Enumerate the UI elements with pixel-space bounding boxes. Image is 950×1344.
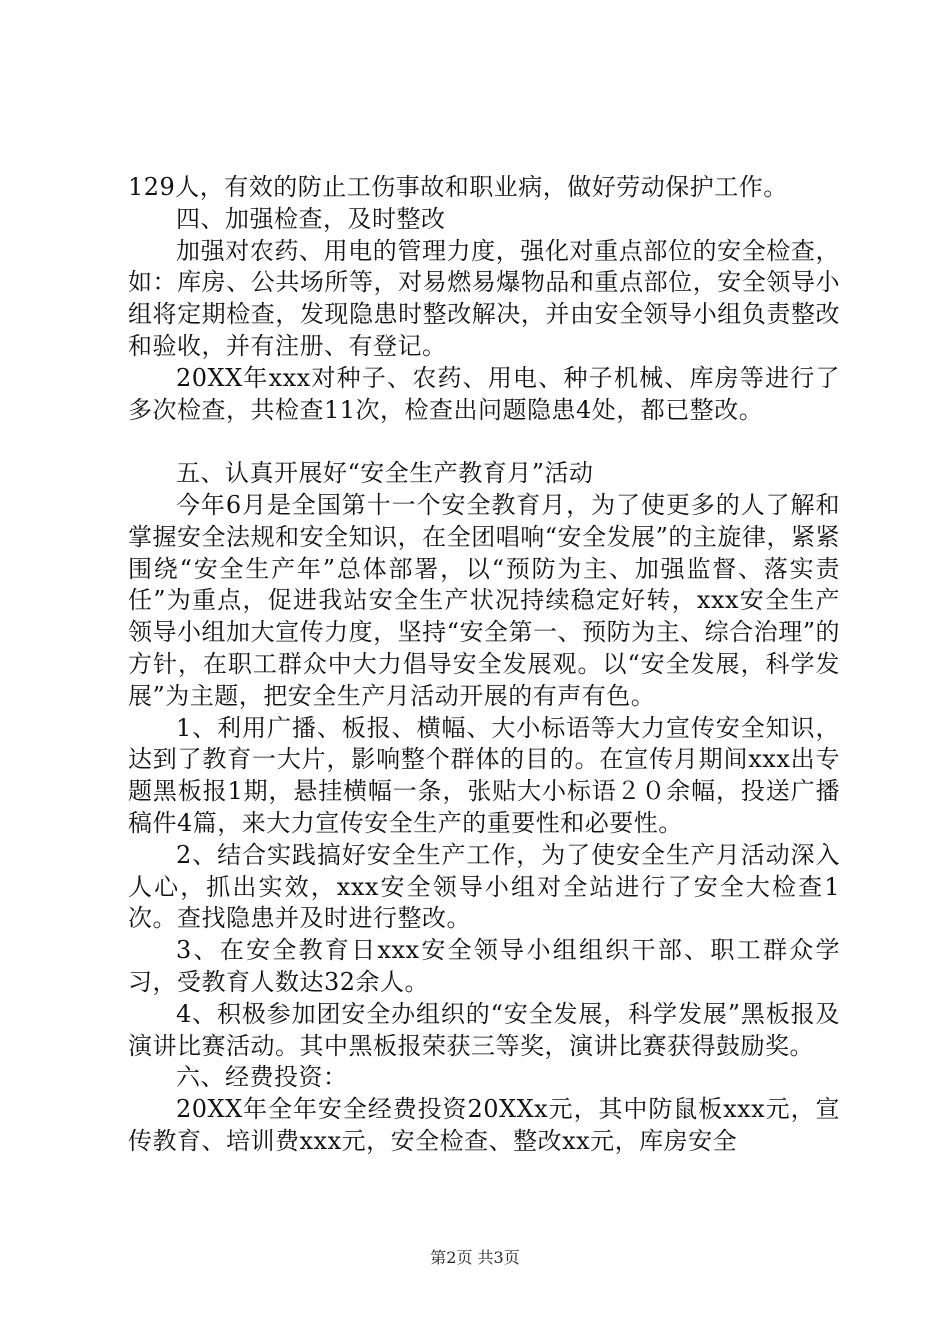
list-item-2: 2、结合实践搞好安全生产工作，为了使安全生产月活动深入人心，抓出实效，xxx安全领导小组对全站进行了安全大检查1次。查找隐患并及时进行整改。 [128,840,840,933]
paragraph: 20XX年全年安全经费投资20XXx元，其中防鼠板xxx元，宣传教育、培训费xxx元，安全检查、整改xx元，库房安全 [128,1095,840,1155]
paragraph-continuation: 129人，有效的防止工伤事故和职业病，做好劳动保护工作。 [128,173,788,201]
paragraph: 20XX年xxx对种子、农药、用电、种子机械、库房等进行了多次检查，共检查11次，检查出问题隐患4处，都已整改。 [128,363,840,424]
list-item-4: 4、积极参加团安全办组织的“安全发展，科学发展”黑板报及演讲比赛活动。其中黑板报荣获三等奖，演讲比赛获得鼓励奖。 [128,999,840,1060]
list-item-1: 1、利用广播、板报、横幅、大小标语等大力宣传安全知识，达到了教育一大片，影响整个群体的目的。在宣传月期间xxx出专题黑板报1期，悬挂横幅一条，张贴大小标语２０余幅，投送广播稿件4篇，来大力宣传安全生产的重要性和必要性。 [128,713,840,837]
section-heading-5: 五、认真开展好“安全生产教育月”活动 [176,459,594,488]
list-item-3: 3、在安全教育日xxx安全领导小组组织干部、职工群众学习，受教育人数达32余人。 [128,936,840,996]
section-heading-6: 六、经费投资： [176,1063,348,1092]
page-footer: 第2页 共3页 [430,1248,520,1267]
document-body [128,172,840,1158]
paragraph: 今年6月是全国第十一个安全教育月，为了使更多的人了解和掌握安全法规和安全知识，在全团唱响“安全发展”的主旋律，紧紧围绕“安全生产年”总体部署，以“预防为主、加强监督、落实责任”为重点，促进我站安全生产状况持续稳定好转，xxx安全生产领导小组加大宣传力度，坚持“安全第一、预防为主、综合治理”的方针，在职工群众中大力倡导安全发展观。以“安全发展，科学发展”为主题，把安全生产月活动开展的有声有色。 [128,490,840,710]
section-heading-4: 四、加强检查，及时整改 [176,204,446,233]
paragraph: 加强对农药、用电的管理力度，强化对重点部位的安全检查，如：库房、公共场所等，对易燃易爆物品和重点部位，安全领导小组将定期检查，发现隐患时整改解决，并由安全领导小组负责整改和验收，并有注册、有登记。 [128,236,840,360]
